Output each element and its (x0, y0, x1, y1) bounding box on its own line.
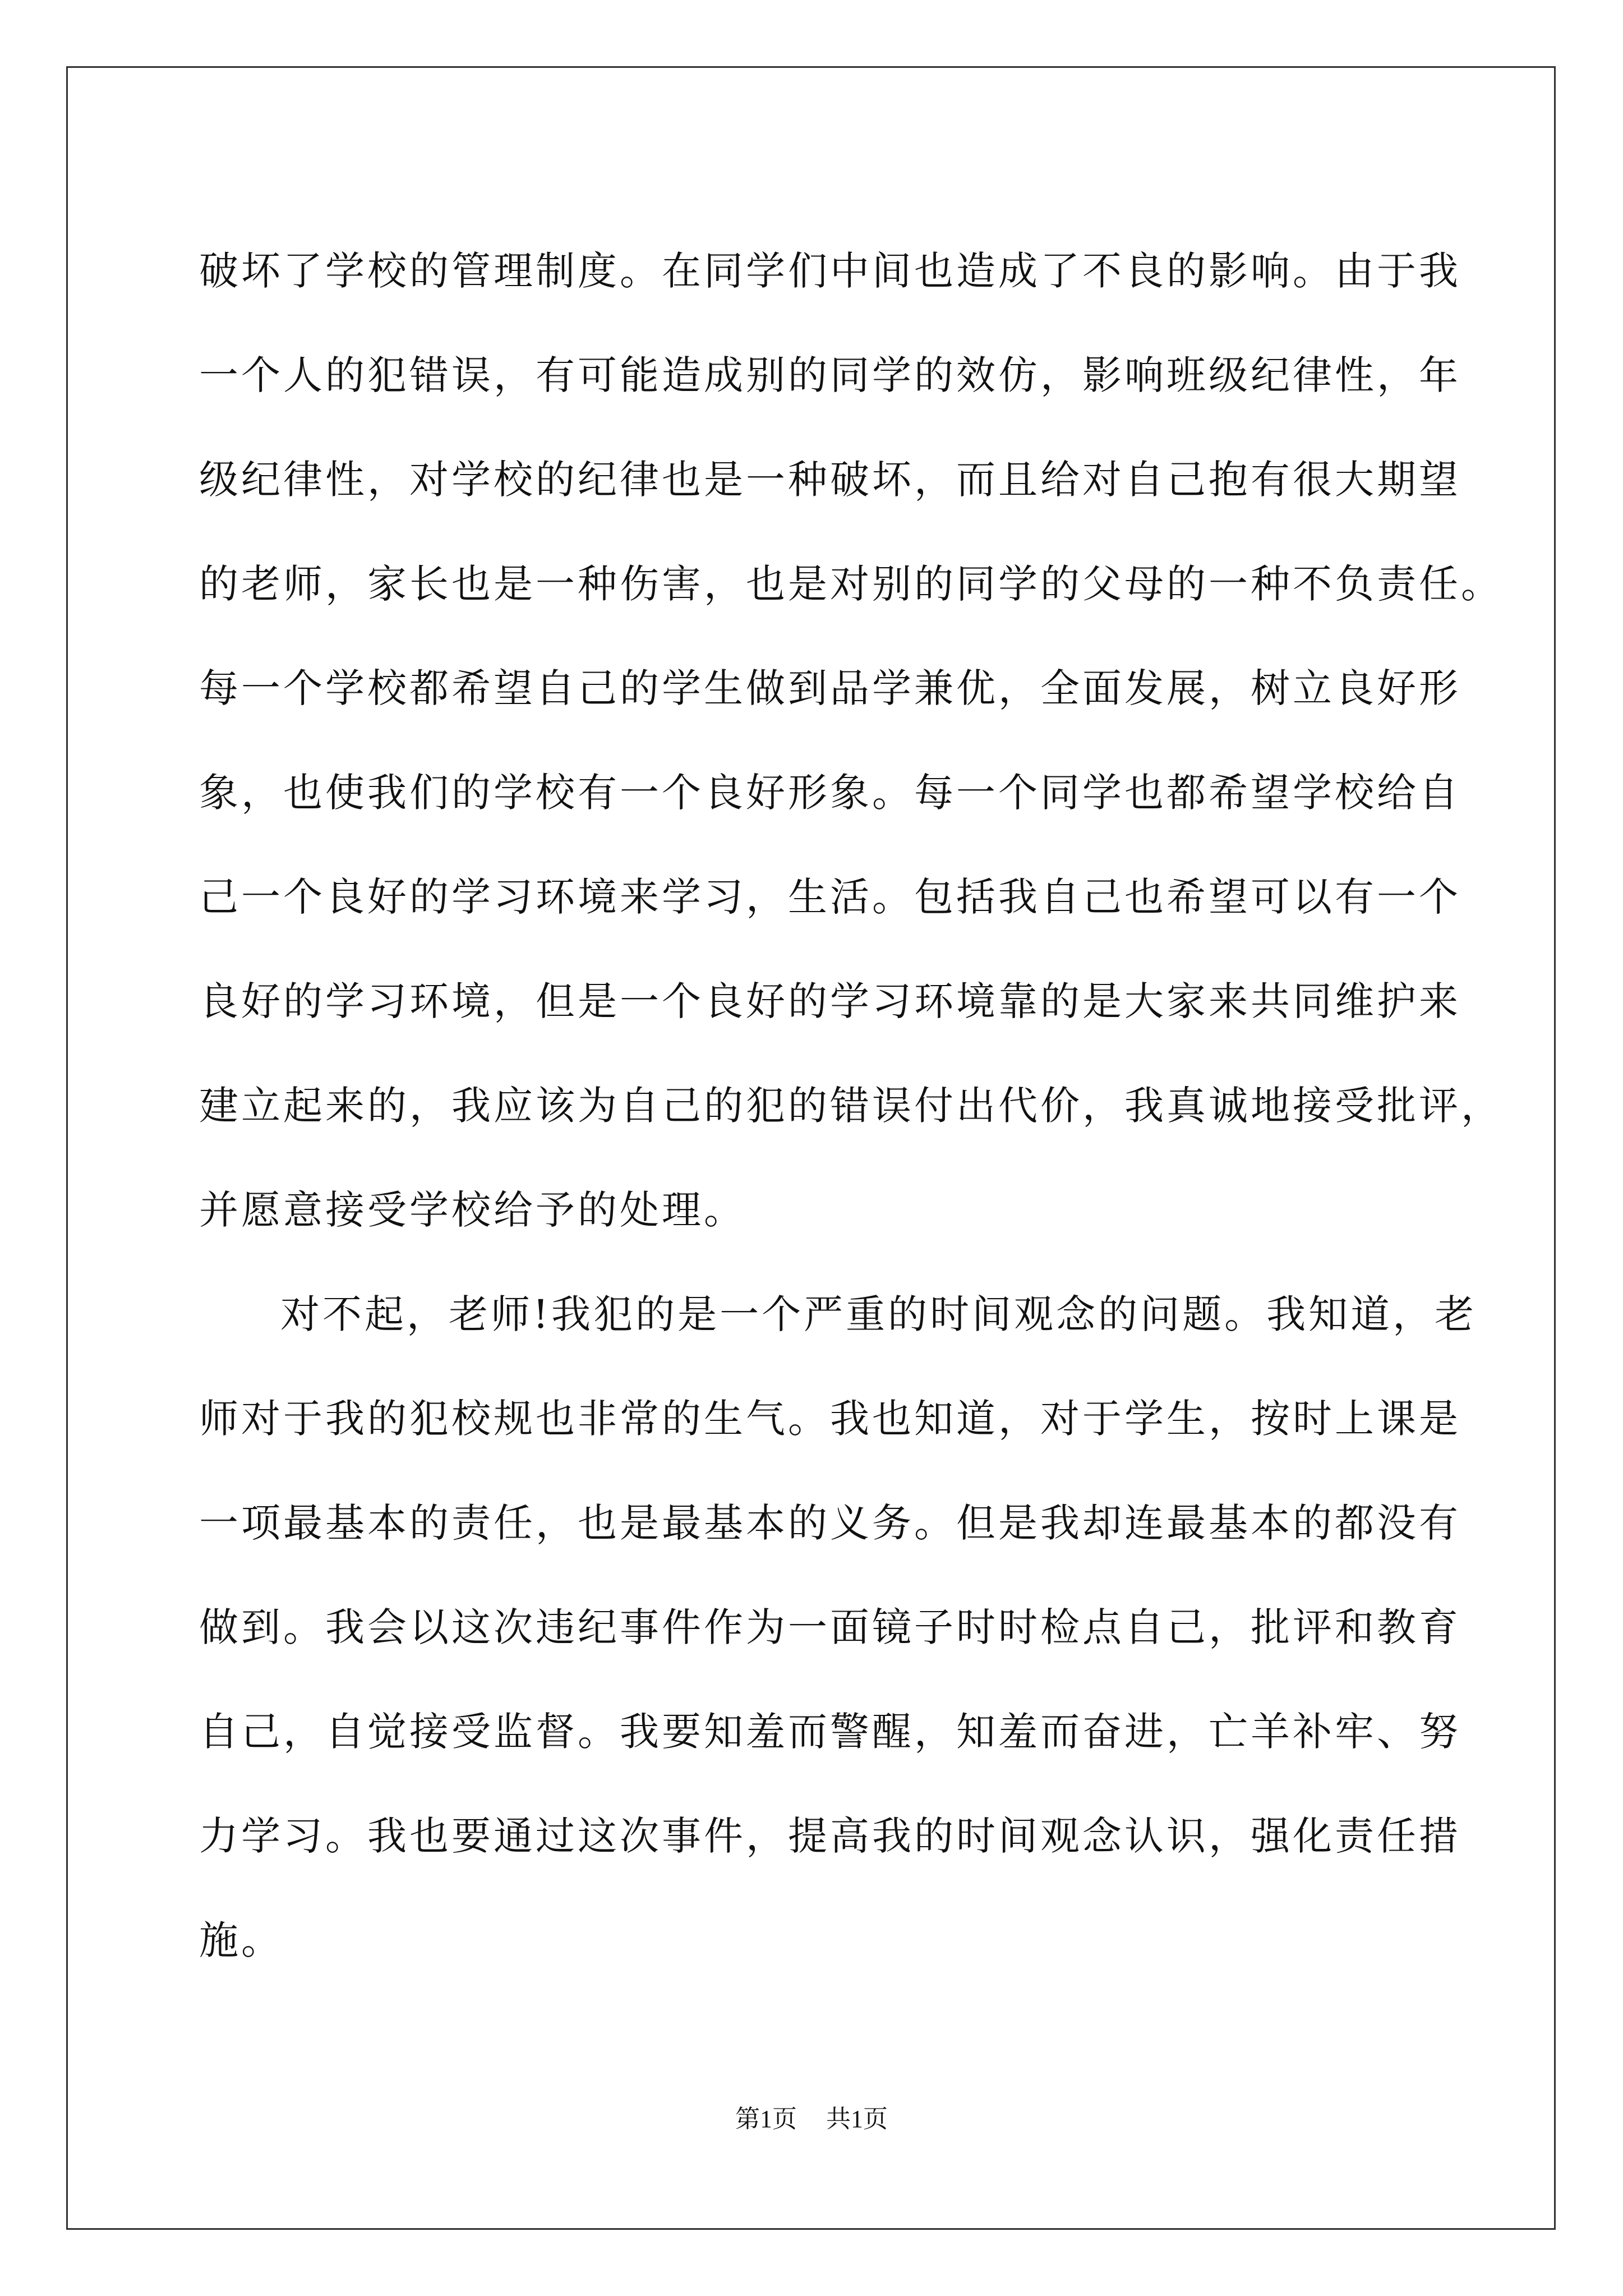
document-body (199, 219, 1503, 1993)
page-number: 第1页 (735, 2105, 797, 2133)
page-total: 共1页 (826, 2105, 888, 2133)
text-line: 级纪律性，对学校的纪律也是一种破坏，而且给对自己抱有很大期望 (199, 457, 1461, 503)
text-line: 己一个良好的学习环境来学习，生活。包括我自己也希望可以有一个 (199, 874, 1461, 920)
text-line: 的老师，家长也是一种伤害，也是对别的同学的父母的一种不负责任。 (199, 561, 1503, 607)
text-line: 师对于我的犯校规也非常的生气。我也知道，对于学生，按时上课是 (199, 1396, 1461, 1442)
text-line: 良好的学习环境，但是一个良好的学习环境靠的是大家来共同维护来 (199, 978, 1461, 1024)
text-line: 每一个学校都希望自己的学生做到品学兼优，全面发展，树立良好形 (199, 665, 1461, 711)
page-footer (0, 2102, 1623, 2136)
text-line: 做到。我会以这次违纪事件作为一面镜子时时检点自己，批评和教育 (199, 1604, 1461, 1650)
paragraph-start-line: 对不起，老师!我犯的是一个严重的时间观念的问题。我知道，老 (280, 1291, 1477, 1337)
text-line: 并愿意接受学校给予的处理。 (199, 1187, 746, 1233)
text-line: 一个人的犯错误，有可能造成别的同学的效仿，影响班级纪律性，年 (199, 352, 1461, 398)
text-line: 力学习。我也要通过这次事件，提高我的时间观念认识，强化责任措 (199, 1813, 1461, 1859)
text-line: 破坏了学校的管理制度。在同学们中间也造成了不良的影响。由于我 (199, 248, 1461, 294)
text-line: 施。 (199, 1917, 283, 1963)
text-line: 一项最基本的责任，也是最基本的义务。但是我却连最基本的都没有 (199, 1500, 1461, 1546)
text-line: 象，也使我们的学校有一个良好形象。每一个同学也都希望学校给自 (199, 770, 1461, 816)
text-line: 自己，自觉接受监督。我要知羞而警醒，知羞而奋进，亡羊补牢、努 (199, 1709, 1461, 1755)
text-line: 建立起来的，我应该为自己的犯的错误付出代价，我真诚地接受批评， (199, 1083, 1503, 1129)
